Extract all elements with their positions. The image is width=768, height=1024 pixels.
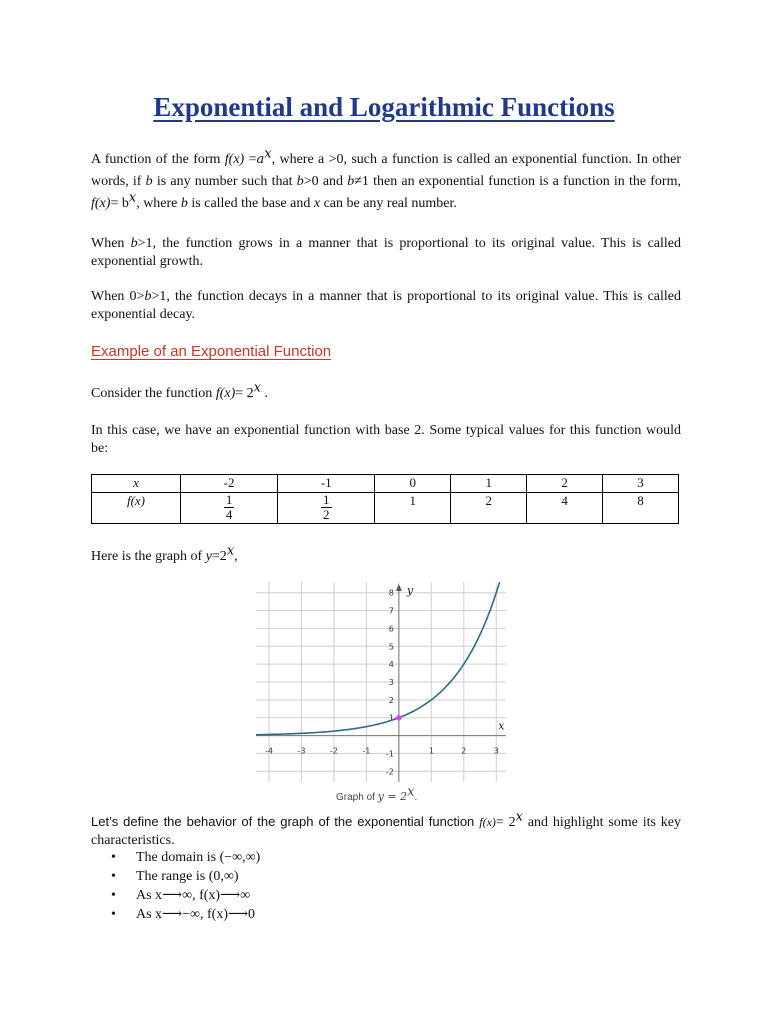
characteristics-list bbox=[111, 848, 260, 924]
table-cell: 1 bbox=[375, 493, 451, 524]
table-cell: 0 bbox=[375, 475, 451, 493]
y-tick-label: 7 bbox=[388, 606, 394, 616]
table-cell: 2 bbox=[451, 493, 527, 524]
x-tick-label: -4 bbox=[264, 746, 273, 756]
fraction-one-half: $\frac{1}{2}$ bbox=[323, 492, 330, 522]
values-table bbox=[91, 474, 679, 524]
typical-values-paragraph: In this case, we have an exponential function with base 2. Some typical values for this function would be: bbox=[91, 423, 681, 456]
growth-paragraph: When b>1, the function grows in a manner that is proportional to its original value. This is called exponential growth. bbox=[91, 236, 681, 269]
y-tick-label: -2 bbox=[385, 767, 394, 777]
table-cell: 3 bbox=[603, 475, 679, 493]
intro-paragraph: A function of the form $f(x) =a^x$, where a >0, such a function is called an exponential function. In other words, if b is any number such that b>0 and b≠1 then an exponential function is a function in the form, $f(x)= b^x$, where b is called the base and x can be any real number. bbox=[91, 146, 681, 211]
y-tick-label: 6 bbox=[388, 624, 394, 634]
table-cell: 8 bbox=[603, 493, 679, 524]
section-heading: Example of an Exponential Function bbox=[91, 343, 332, 360]
exponential-graph bbox=[256, 582, 506, 782]
y-tick-label: 8 bbox=[388, 588, 394, 598]
table-header-x: x bbox=[92, 475, 181, 493]
page-title: Exponential and Logarithmic Functions bbox=[153, 92, 615, 122]
table-cell bbox=[181, 493, 278, 524]
y-axis-label: y bbox=[406, 584, 414, 597]
graph-svg bbox=[256, 582, 506, 782]
x-tick-label: 3 bbox=[493, 746, 499, 756]
y-tick-label: 4 bbox=[388, 660, 394, 670]
x-tick-label: 2 bbox=[461, 746, 467, 756]
y-tick-label: 2 bbox=[388, 695, 394, 705]
consider-line: Consider the function $f(x)= 2^x$ . bbox=[91, 380, 268, 401]
x-tick-label: -1 bbox=[362, 746, 371, 756]
x-tick-label: -3 bbox=[297, 746, 306, 756]
y-tick-label: 5 bbox=[388, 642, 394, 652]
highlight-point bbox=[396, 715, 402, 721]
x-tick-label: 1 bbox=[428, 746, 434, 756]
table-cell: -1 bbox=[278, 475, 375, 493]
table-header-fx: f(x) bbox=[92, 493, 181, 524]
table-cell: -2 bbox=[181, 475, 278, 493]
y-tick-label: -1 bbox=[385, 749, 394, 759]
table-cell: 2 bbox=[527, 475, 603, 493]
y-tick-label: 3 bbox=[388, 678, 394, 687]
x-axis-label: x bbox=[498, 719, 505, 733]
list-item-range: • The range is (0,∞) bbox=[111, 867, 260, 886]
y-axis-arrow-icon bbox=[396, 584, 402, 591]
list-item-domain: • The domain is (−∞,∞) bbox=[111, 848, 260, 867]
graph-intro-line: Here is the graph of $y=2^x$, bbox=[91, 543, 238, 564]
graph-caption: Graph of $y = 2^x$. bbox=[336, 784, 418, 803]
y-tick-label: 1 bbox=[388, 713, 394, 723]
exponential-curve bbox=[256, 582, 500, 735]
table-cell: 4 bbox=[527, 493, 603, 524]
table-cell: 1 bbox=[451, 475, 527, 493]
list-item-limit-negative: • As x⟶−∞, f(x)⟶0 bbox=[111, 905, 260, 924]
list-item-limit-positive: • As x⟶∞, f(x)⟶∞ bbox=[111, 886, 260, 905]
x-tick-label: -2 bbox=[329, 746, 338, 756]
decay-paragraph: When 0>b>1, the function decays in a manner that is proportional to its original value. This is called exponential decay. bbox=[91, 289, 681, 322]
table-row-x bbox=[92, 475, 679, 493]
table-row-fx bbox=[92, 493, 679, 524]
fraction-one-quarter: $\frac{1}{4}$ bbox=[225, 492, 233, 522]
table-cell bbox=[278, 493, 375, 524]
behavior-paragraph: Let’s define the behavior of the graph of the exponential function $f(x)= 2^x$ and highlight some its key characteristics. bbox=[91, 809, 682, 848]
